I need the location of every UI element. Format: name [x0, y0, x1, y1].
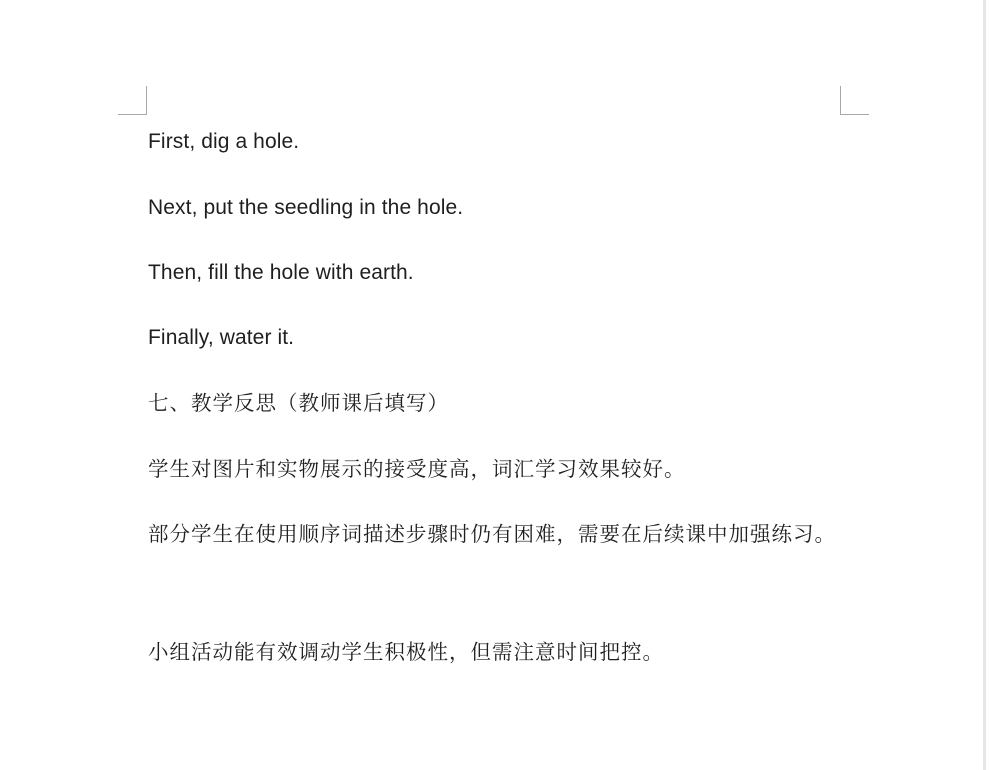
paragraph-step-first[interactable]: First, dig a hole. — [148, 130, 300, 153]
paragraph-reflection-2[interactable]: 部分学生在使用顺序词描述步骤时仍有困难，需要在后续课中加强练习。 — [148, 522, 836, 546]
paragraph-step-next[interactable]: Next, put the seedling in the hole. — [148, 196, 464, 219]
paragraph-reflection-3[interactable]: 小组活动能有效调动学生积极性，但需注意时间把控。 — [148, 640, 664, 664]
paragraph-step-finally[interactable]: Finally, water it. — [148, 326, 295, 349]
page-right-edge — [983, 0, 986, 770]
margin-corner-top-left — [118, 86, 147, 115]
paragraph-step-then[interactable]: Then, fill the hole with earth. — [148, 261, 414, 284]
section-heading-teaching-reflection[interactable]: 七、教学反思（教师课后填写） — [148, 391, 449, 415]
paragraph-reflection-1[interactable]: 学生对图片和实物展示的接受度高，词汇学习效果较好。 — [148, 457, 686, 481]
margin-corner-top-right — [840, 86, 869, 115]
